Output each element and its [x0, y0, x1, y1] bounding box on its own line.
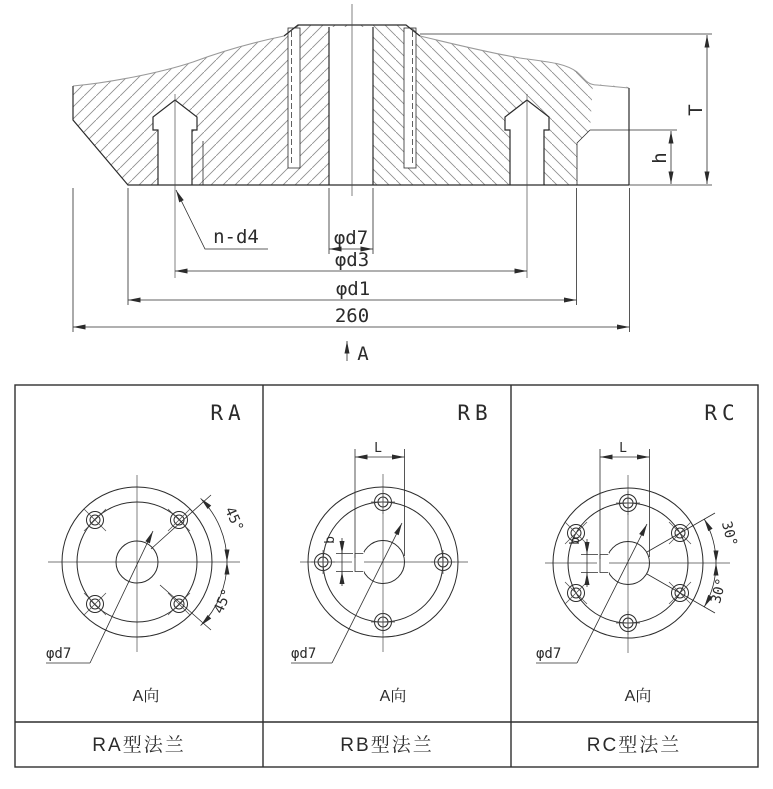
rb-b-label: b: [323, 536, 338, 544]
dim-label-n-d4: n-d4: [213, 226, 259, 248]
dim-label-d1: φd1: [335, 278, 371, 300]
ra-caption: RA型法兰: [92, 735, 186, 756]
panel-table: [15, 385, 758, 767]
dim-label-T: T: [685, 104, 707, 116]
ra-view-label: A向: [132, 688, 160, 705]
section-view: [73, 4, 712, 365]
panel-rb: [291, 401, 493, 756]
rc-angle-upper: 30°: [717, 519, 740, 549]
panel-rc: [536, 401, 740, 756]
rc-hole-label: φd7: [536, 646, 562, 662]
panel-rb-header: RB: [457, 401, 493, 425]
panel-ra: [46, 401, 246, 756]
rc-angle-lower: 30°: [708, 576, 731, 606]
dim-label-h: h: [649, 152, 671, 164]
thread-recess-left: [288, 28, 300, 168]
rb-L-label: L: [374, 441, 382, 456]
dim-label-d3: φd3: [334, 249, 370, 271]
dim-label-d7: φd7: [333, 227, 369, 249]
rb-hole-label: φd7: [291, 646, 317, 662]
center-bore: [329, 27, 373, 185]
panel-ra-header: RA: [210, 401, 246, 425]
table-border: [15, 385, 758, 767]
rc-caption: RC型法兰: [586, 735, 682, 756]
rc-b-label: b: [568, 537, 583, 545]
rc-L-label: L: [619, 441, 627, 456]
rc-L-dimension: [600, 449, 650, 559]
rc-view-label: A向: [624, 688, 652, 705]
ra-angle-upper: 45°: [221, 504, 247, 535]
rc-hole-leader: [536, 524, 647, 663]
view-arrow-label: A: [357, 343, 369, 365]
ra-angle-lower: 45°: [210, 586, 236, 617]
panel-rc-header: RC: [704, 401, 740, 425]
rb-caption: RB型法兰: [340, 735, 434, 756]
thread-recess-right: [404, 28, 416, 168]
rb-hole-leader: [291, 523, 402, 663]
ra-hole-label: φd7: [46, 646, 72, 662]
rb-view-label: A向: [379, 688, 407, 705]
dim-label-260: 260: [334, 305, 370, 327]
